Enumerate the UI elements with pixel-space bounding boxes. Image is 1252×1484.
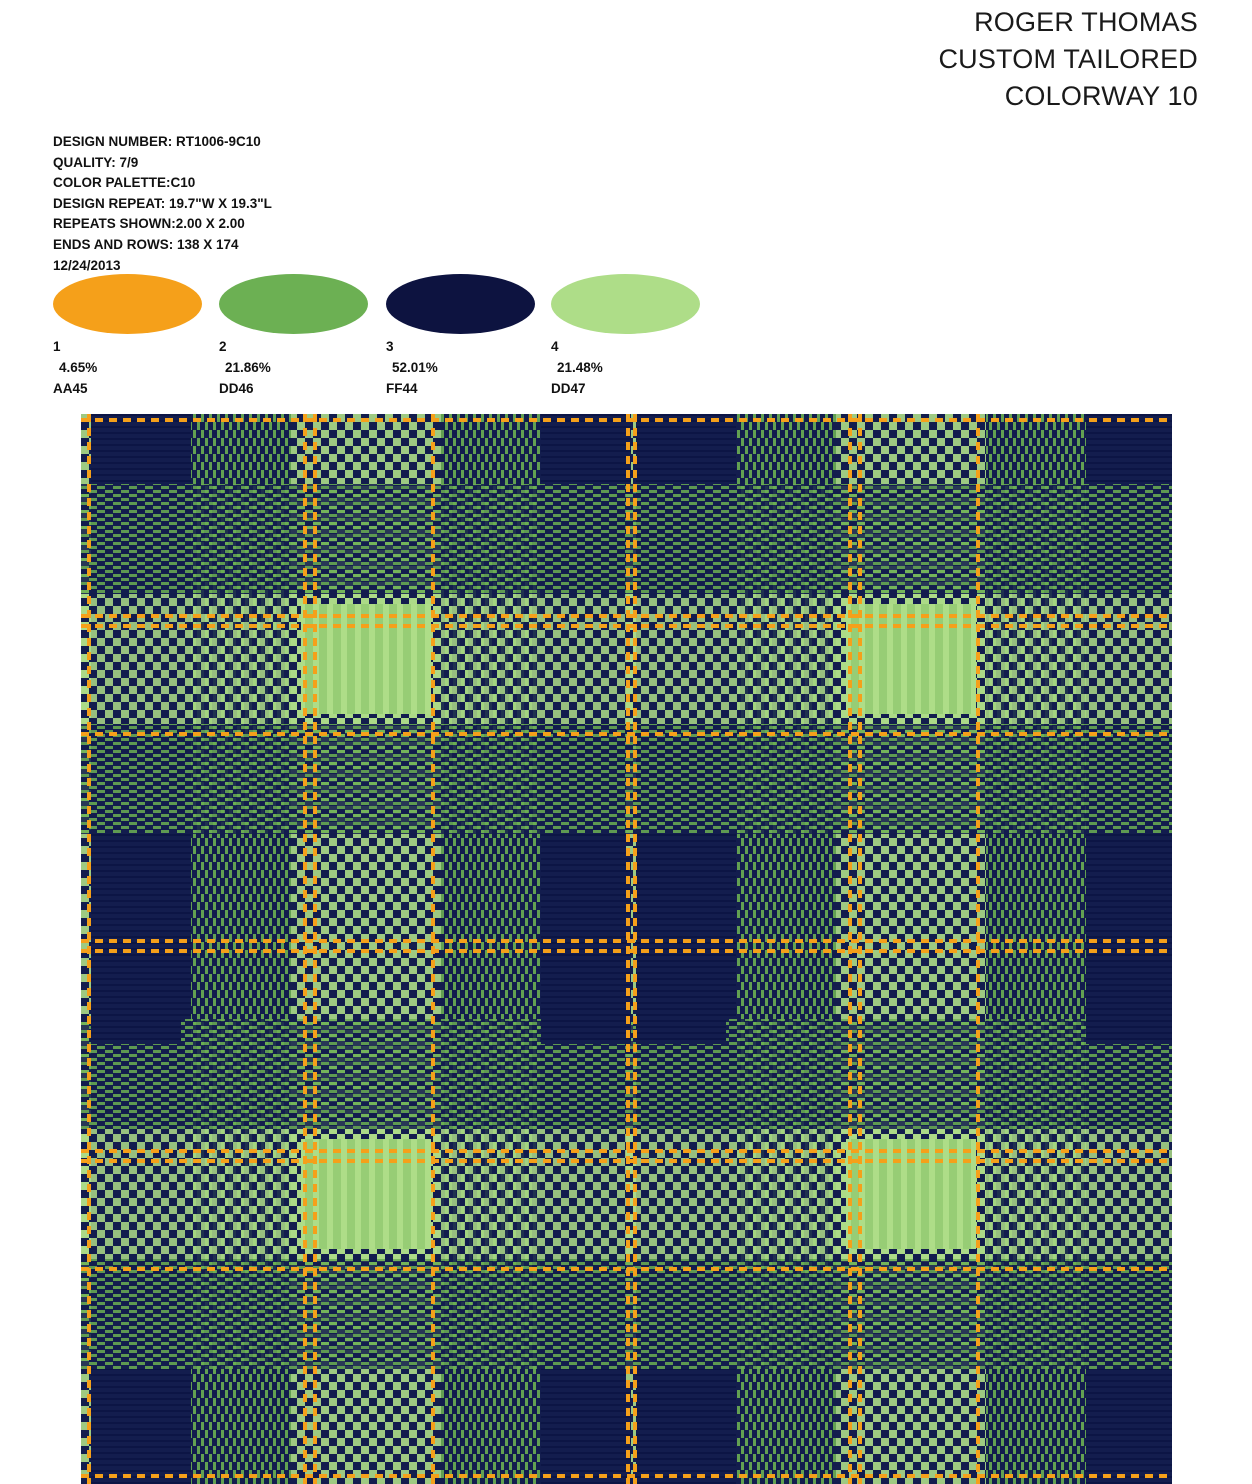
fabric-navy-block: [636, 854, 726, 949]
brand-name: ROGER THOMAS: [974, 7, 1198, 37]
fabric-navy-block: [91, 949, 181, 1044]
fabric-plaid-image: [81, 414, 1172, 1484]
color-palette: COLOR PALETTE:C10: [53, 175, 196, 191]
swatch-1: [53, 274, 202, 334]
swatch-percent: 4.65%: [59, 360, 98, 375]
swatch-percent: 21.48%: [557, 360, 603, 375]
fabric-light-block-texture: [301, 604, 431, 714]
fabric-navy-block: [636, 414, 726, 484]
swatch-info-2: [219, 336, 379, 399]
swatch-info-1: [53, 336, 213, 399]
swatch-index: 4: [551, 339, 559, 354]
fabric-navy-block: [541, 414, 631, 484]
fabric-navy-block: [91, 1389, 181, 1484]
design-repeat: DESIGN REPEAT: 19.7"W X 19.3"L: [53, 195, 272, 211]
fabric-orange-stripe-h: [81, 949, 1172, 953]
design-date: 12/24/2013: [53, 257, 121, 273]
swatch-code: DD47: [551, 381, 586, 396]
swatch-code: AA45: [53, 381, 88, 396]
fabric-light-block-texture: [301, 1139, 431, 1249]
fabric-navy-block: [541, 1389, 631, 1484]
swatch-info-4: [551, 336, 711, 399]
repeats-shown: REPEATS SHOWN:2.00 X 2.00: [53, 216, 245, 232]
fabric-orange-stripe-h: [81, 418, 1172, 422]
swatch-info-3: [386, 336, 546, 399]
fabric-navy-block: [541, 854, 631, 949]
swatch-percent: 52.01%: [392, 360, 438, 375]
swatch-oval-3: [386, 274, 535, 334]
fabric-navy-block: [1086, 414, 1172, 484]
swatch-oval-4: [551, 274, 700, 334]
fabric-navy-block: [91, 414, 181, 484]
fabric-orange-stripe-h: [81, 624, 1172, 628]
swatch-index: 1: [53, 339, 61, 354]
fabric-navy-block: [1086, 854, 1172, 949]
fabric-navy-block: [541, 949, 631, 1044]
design-specs: [53, 132, 272, 276]
fabric-navy-block: [1086, 1389, 1172, 1484]
swatch-oval-1: [53, 274, 202, 334]
fabric-navy-block: [636, 1389, 726, 1484]
swatch-oval-2: [219, 274, 368, 334]
design-number: DESIGN NUMBER: RT1006-9C10: [53, 134, 261, 149]
fabric-orange-stripe-h: [81, 614, 1172, 618]
fabric-light-block-texture: [846, 1139, 976, 1249]
fabric-orange-stripe-h: [81, 939, 1172, 943]
fabric-orange-stripe-h: [81, 1159, 1172, 1163]
swatch-2: [219, 274, 368, 334]
swatch-4: [551, 274, 700, 334]
colorway-label: COLORWAY 10: [1004, 81, 1198, 111]
ends-and-rows: ENDS AND ROWS: 138 X 174: [53, 236, 239, 252]
swatch-index: 3: [386, 339, 394, 354]
title-block: [938, 4, 1198, 115]
fabric-orange-stripe-h: [81, 1267, 1172, 1271]
fabric-navy-block: [1086, 949, 1172, 1044]
swatch-percent: 21.86%: [225, 360, 271, 375]
swatch-code: DD46: [219, 381, 254, 396]
collection-name: CUSTOM TAILORED: [938, 44, 1198, 74]
swatch-3: [386, 274, 535, 334]
swatch-code: FF44: [386, 381, 418, 396]
fabric-orange-stripe-h: [81, 732, 1172, 736]
fabric-navy-block: [636, 949, 726, 1044]
swatch-index: 2: [219, 339, 227, 354]
fabric-plaid-swatch: [81, 414, 1172, 1484]
fabric-orange-stripe-h: [81, 1149, 1172, 1153]
fabric-navy-block: [91, 854, 181, 949]
fabric-light-block-texture: [846, 604, 976, 714]
fabric-orange-stripe-h: [81, 1474, 1172, 1478]
quality: QUALITY: 7/9: [53, 154, 139, 170]
